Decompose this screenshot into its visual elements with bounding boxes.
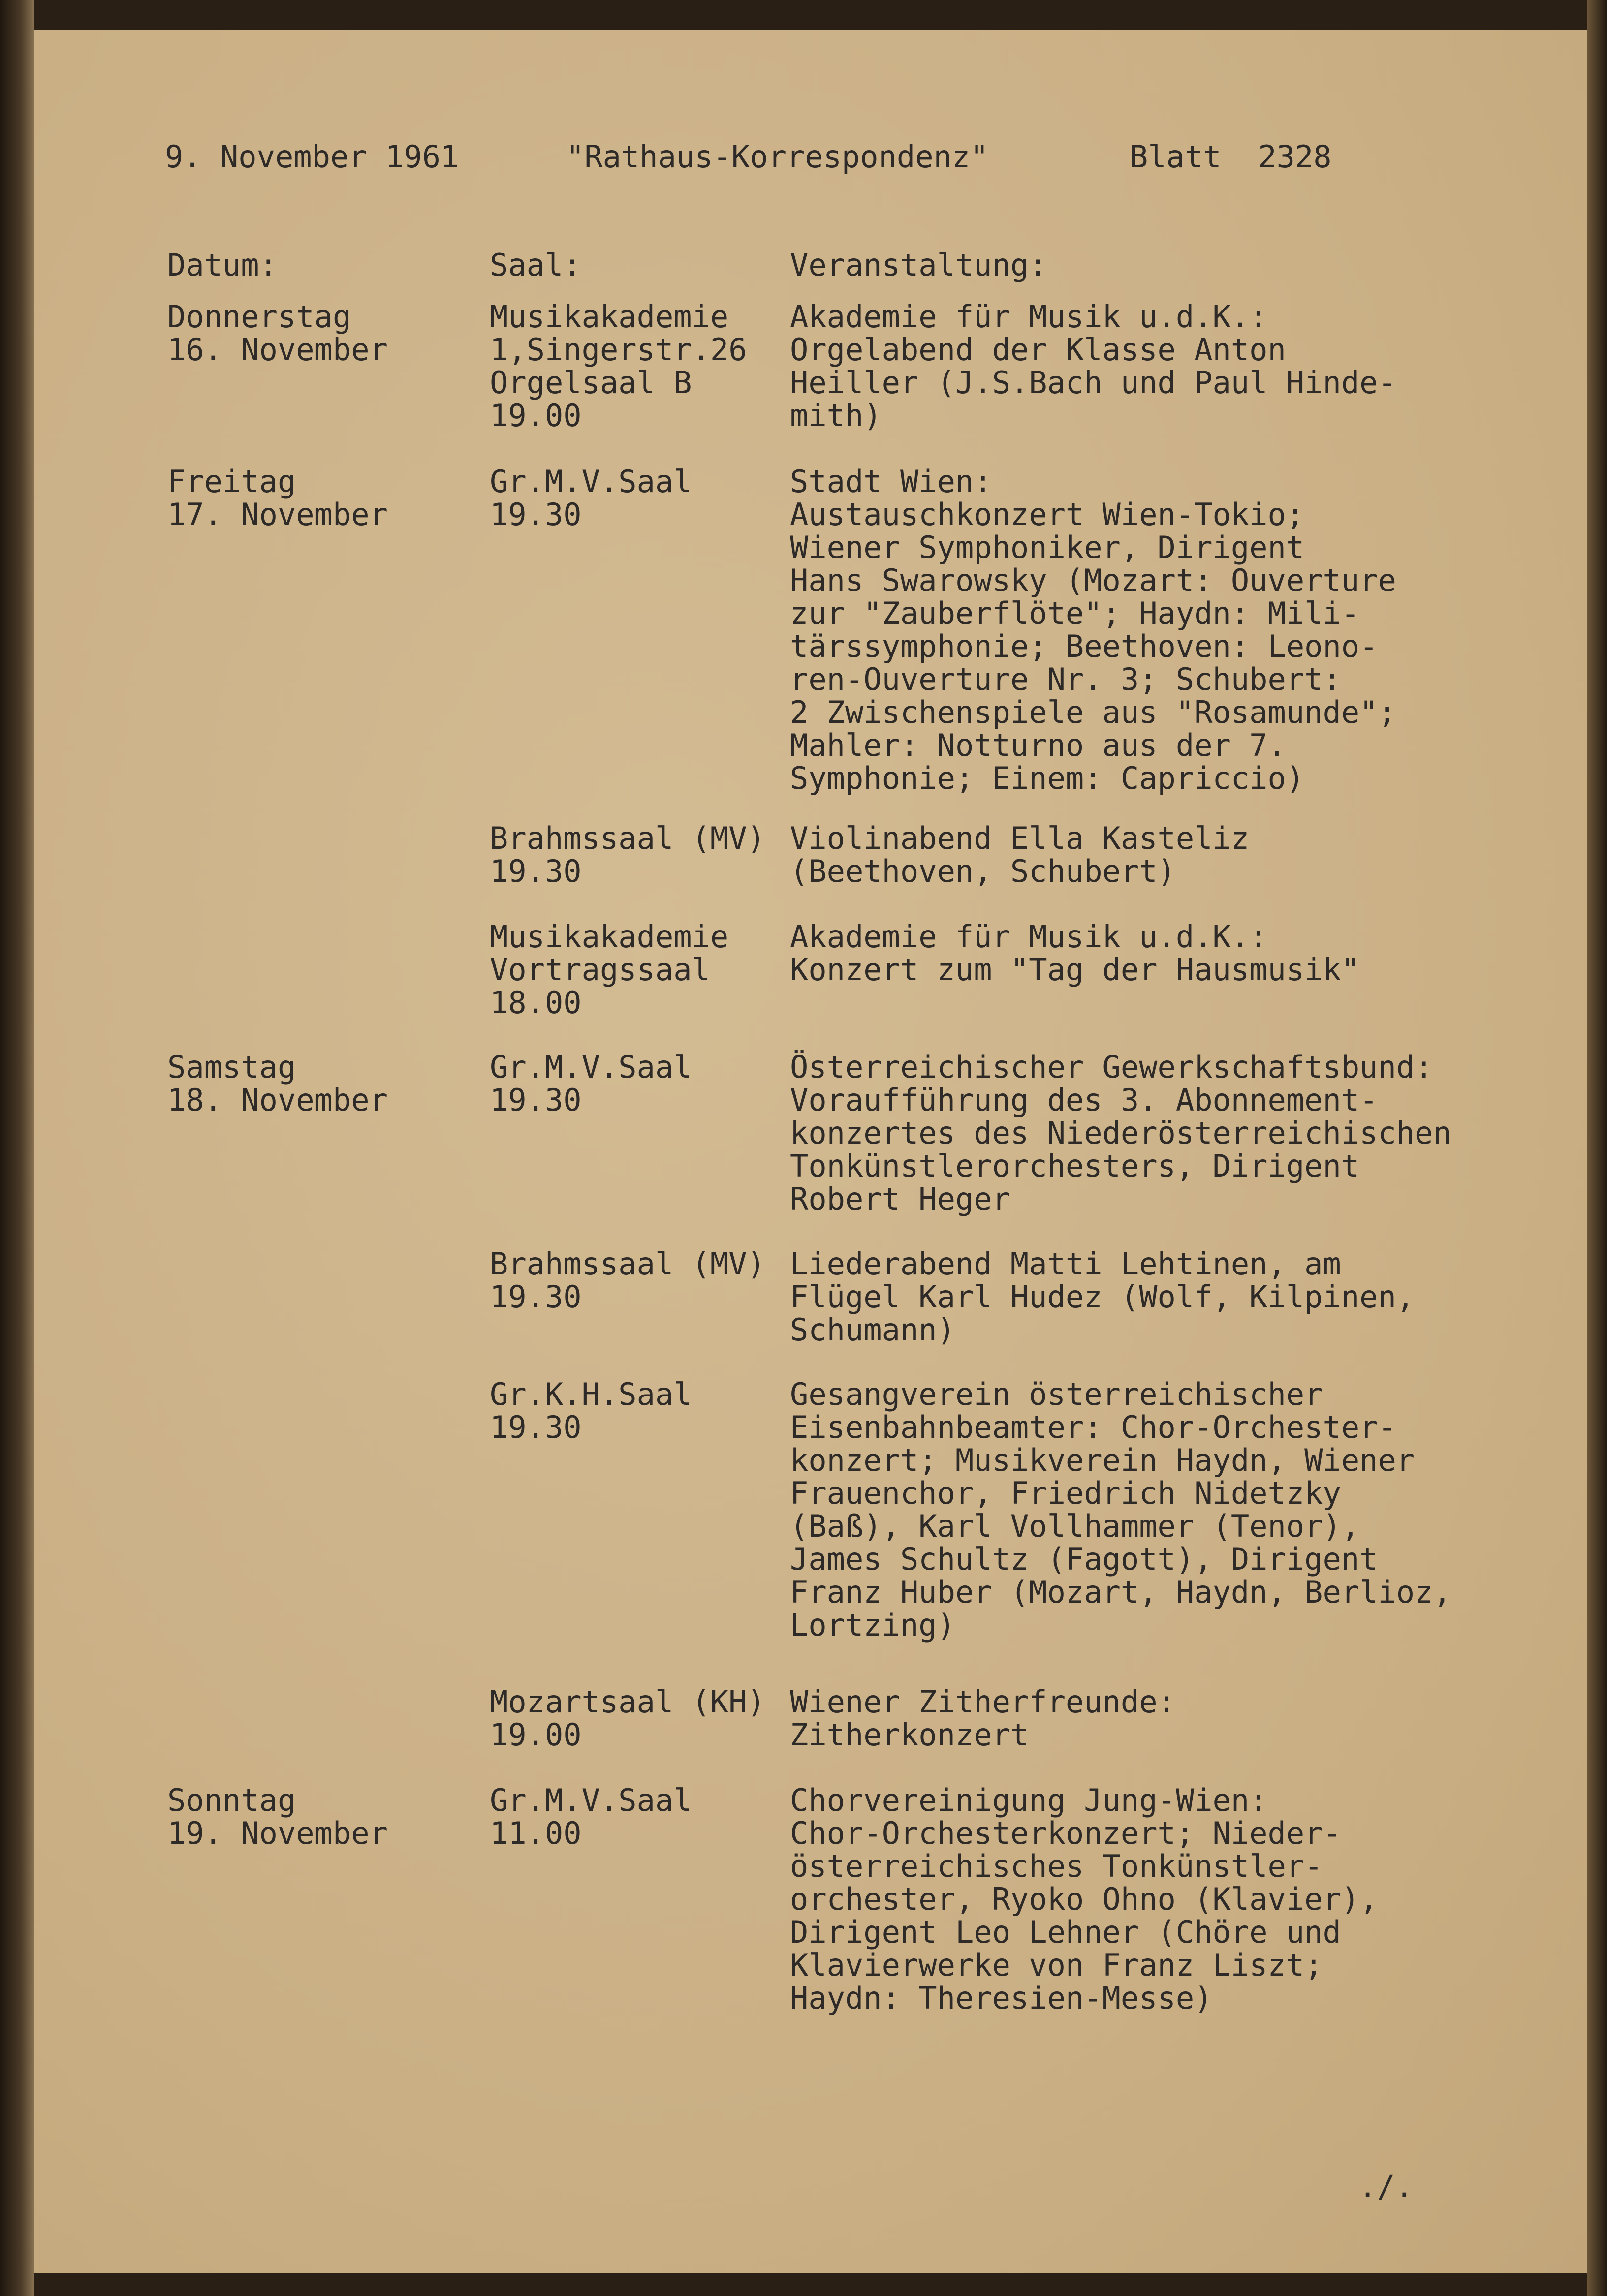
- entry-event-line: Voraufführung des 3. Abonnement-: [790, 1082, 1378, 1118]
- entry-event-line: konzert; Musikverein Haydn, Wiener: [790, 1442, 1415, 1478]
- entry-event-line: Tonkünstlerorchesters, Dirigent: [790, 1148, 1360, 1184]
- entry-event-line: Violinabend Ella Kasteliz: [790, 820, 1250, 856]
- entry-event-line: Wiener Symphoniker, Dirigent: [790, 529, 1305, 565]
- entry-hall-line: Vortragssaal: [490, 952, 710, 988]
- entry-event-cell: [790, 1051, 1451, 1215]
- entry-event-cell: [790, 1247, 1415, 1346]
- entry-hall-line: 19.30: [490, 853, 582, 889]
- entry-event-line: österreichisches Tonkünstler-: [790, 1848, 1323, 1884]
- entry-hall-cell: [490, 1247, 765, 1313]
- entry-hall-cell: [490, 1378, 692, 1444]
- entry-hall-cell: [490, 1051, 692, 1117]
- entry-hall-line: 19.30: [490, 1279, 582, 1315]
- column-header-event: Veranstaltung:: [790, 247, 1047, 283]
- entry-date-line: 17. November: [167, 496, 388, 532]
- entry-event-line: Akademie für Musik u.d.K.:: [790, 919, 1268, 955]
- entry-event-line: Orgelabend der Klasse Anton: [790, 332, 1286, 368]
- entry-hall-line: 11.00: [490, 1815, 582, 1851]
- entry-date-cell: [167, 1784, 388, 1850]
- entry-date-line: Sonntag: [167, 1782, 296, 1818]
- entry-hall-line: 19.30: [490, 1409, 582, 1445]
- entry-event-line: Lortzing): [790, 1607, 955, 1643]
- entry-event-line: Klavierwerke von Franz Liszt;: [790, 1947, 1323, 1983]
- entry-event-line: Gesangverein österreichischer: [790, 1376, 1323, 1412]
- entry-event-line: Chorvereinigung Jung-Wien:: [790, 1782, 1268, 1818]
- entry-event-cell: [790, 822, 1249, 888]
- entry-hall-line: Orgelsaal B: [490, 365, 692, 401]
- entry-event-line: Schumann): [790, 1312, 955, 1348]
- entry-event-line: (Baß), Karl Vollhammer (Tenor),: [790, 1508, 1360, 1544]
- entry-hall-line: Gr.M.V.Saal: [490, 464, 692, 499]
- continuation-mark: ./.: [1358, 2169, 1414, 2204]
- page-edge: [1587, 0, 1607, 2296]
- entry-event-cell: [790, 1784, 1378, 2015]
- entry-date-line: Donnerstag: [167, 299, 351, 335]
- entry-event-cell: [790, 1378, 1451, 1642]
- book-binding: [0, 0, 34, 2296]
- entry-date-cell: [167, 1051, 388, 1117]
- entry-event-line: (Beethoven, Schubert): [790, 853, 1176, 889]
- entry-event-cell: [790, 920, 1359, 986]
- entry-event-line: Mahler: Notturno aus der 7.: [790, 727, 1286, 763]
- entry-event-line: Austauschkonzert Wien-Tokio;: [790, 496, 1305, 532]
- entry-event-line: Symphonie; Einem: Capriccio): [790, 760, 1305, 796]
- entry-event-line: konzertes des Niederösterreichischen: [790, 1115, 1451, 1151]
- entry-date-line: Freitag: [167, 464, 296, 499]
- entry-hall-line: Mozartsaal (KH): [490, 1684, 765, 1720]
- entry-hall-cell: [490, 920, 728, 1019]
- entry-hall-line: 18.00: [490, 985, 582, 1021]
- column-header-hall: Saal:: [490, 247, 582, 283]
- header-publication: "Rathaus-Korrespondenz": [566, 139, 989, 175]
- entry-event-line: Liederabend Matti Lehtinen, am: [790, 1246, 1341, 1282]
- header-date: 9. November 1961: [165, 139, 459, 175]
- entry-event-line: mith): [790, 398, 882, 434]
- entry-event-line: Stadt Wien:: [790, 464, 992, 499]
- entry-hall-line: Gr.M.V.Saal: [490, 1782, 692, 1818]
- entry-hall-line: 19.00: [490, 1717, 582, 1753]
- entry-event-line: ren-Ouverture Nr. 3; Schubert:: [790, 661, 1341, 697]
- entry-date-line: 16. November: [167, 332, 388, 368]
- entry-hall-line: Musikakademie: [490, 919, 729, 955]
- entry-event-line: Haydn: Theresien-Messe): [790, 1980, 1213, 2016]
- entry-date-line: 19. November: [167, 1815, 388, 1851]
- entry-hall-line: 19.30: [490, 496, 582, 532]
- column-header-date: Datum:: [167, 247, 278, 283]
- entry-event-line: Dirigent Leo Lehner (Chöre und: [790, 1914, 1341, 1950]
- entry-event-line: zur "Zauberflöte"; Haydn: Mili-: [790, 595, 1360, 631]
- entry-event-cell: [790, 465, 1396, 795]
- entry-event-line: Zitherkonzert: [790, 1717, 1029, 1753]
- entry-hall-cell: [490, 300, 747, 432]
- entry-hall-cell: [490, 1784, 692, 1850]
- entry-event-line: Flügel Karl Hudez (Wolf, Kilpinen,: [790, 1279, 1415, 1315]
- entry-event-line: Hans Swarowsky (Mozart: Ouverture: [790, 562, 1396, 598]
- entry-hall-line: Musikakademie: [490, 299, 729, 335]
- entry-event-line: Robert Heger: [790, 1181, 1010, 1217]
- entry-event-line: Eisenbahnbeamter: Chor-Orchester-: [790, 1409, 1396, 1445]
- entry-hall-cell: [490, 465, 692, 531]
- entry-hall-line: 19.30: [490, 1082, 582, 1118]
- entry-event-line: Chor-Orchesterkonzert; Nieder-: [790, 1815, 1341, 1851]
- entry-hall-line: 1,Singerstr.26: [490, 332, 747, 368]
- entry-event-cell: [790, 1685, 1176, 1751]
- entry-event-cell: [790, 300, 1396, 432]
- entry-hall-line: Gr.M.V.Saal: [490, 1049, 692, 1085]
- entry-event-line: Franz Huber (Mozart, Haydn, Berlioz,: [790, 1574, 1451, 1610]
- entry-event-line: tärssymphonie; Beethoven: Leono-: [790, 628, 1378, 664]
- entry-hall-cell: [490, 822, 765, 888]
- entry-date-cell: [167, 465, 388, 531]
- entry-date-cell: [167, 300, 388, 366]
- entry-event-line: James Schultz (Fagott), Dirigent: [790, 1541, 1378, 1577]
- entry-hall-cell: [490, 1685, 765, 1751]
- entry-event-line: Akademie für Musik u.d.K.:: [790, 299, 1268, 335]
- entry-event-line: Wiener Zitherfreunde:: [790, 1684, 1176, 1720]
- entry-event-line: orchester, Ryoko Ohno (Klavier),: [790, 1881, 1378, 1917]
- entry-date-line: Samstag: [167, 1049, 296, 1085]
- entry-event-line: Frauenchor, Friedrich Nidetzky: [790, 1475, 1341, 1511]
- entry-hall-line: Gr.K.H.Saal: [490, 1376, 692, 1412]
- entry-event-line: Österreichischer Gewerkschaftsbund:: [790, 1049, 1433, 1085]
- entry-event-line: Konzert zum "Tag der Hausmusik": [790, 952, 1360, 988]
- entry-hall-line: 19.00: [490, 398, 582, 434]
- entry-event-line: 2 Zwischenspiele aus "Rosamunde";: [790, 694, 1396, 730]
- entry-event-line: Heiller (J.S.Bach und Paul Hinde-: [790, 365, 1396, 401]
- header-sheet-number: Blatt 2328: [1130, 139, 1332, 175]
- entry-hall-line: Brahmssaal (MV): [490, 820, 765, 856]
- entry-date-line: 18. November: [167, 1082, 388, 1118]
- entry-hall-line: Brahmssaal (MV): [490, 1246, 765, 1282]
